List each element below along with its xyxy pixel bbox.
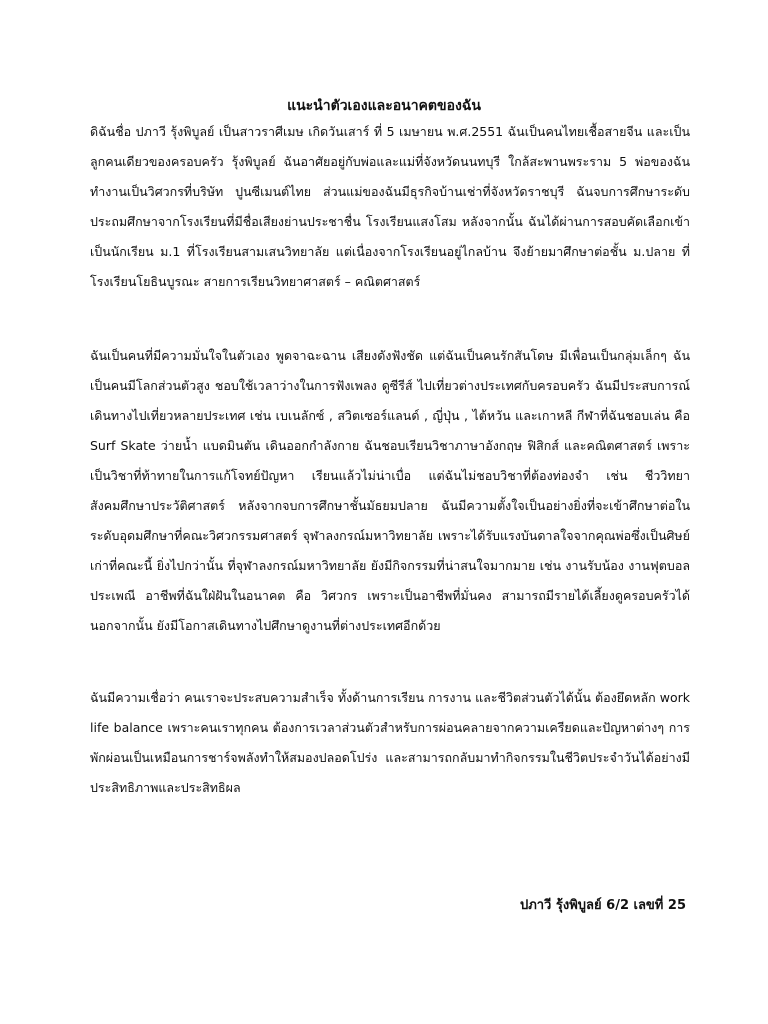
paragraph-personality: ฉันเป็นคนที่มีความมั่นใจในตัวเอง พูดจาฉะฉาน เสียงดังฟังชัด แต่ฉันเป็นคนรักสันโดษ มีเพื่อนเป็นกลุ่มเล็กๆ ฉันเป็นคนมีโลกส่วนตัวสูง ชอบใช้เวลาว่างในการฟังเพลง ดูซีรีส์ ไปเที่ยวต่างประเทศกับครอบครัว ฉันมีประสบการณ์เดินทางไปเที่ยวหลายประเทศ เช่น เบเนลักซ์ , สวิตเซอร์แลนด์ , ญี่ปุ่น , ไต้หวัน และเกาหลี กีฬาที่ฉันชอบเล่น คือ Surf Skate ว่ายน้ำ แบดมินตัน เดินออกกำลังกาย ฉันชอบเรียนวิชาภาษาอังกฤษ ฟิสิกส์ และคณิตศาสตร์ เพราะเป็นวิชาที่ท้าทายในการแก้โจทย์ปัญหา เรียนแล้วไม่น่าเบื่อ แต่ฉันไม่ชอบวิชาที่ต้องท่องจำ เช่น ชีววิทยา สังคมศึกษาประวัติศาสตร์ หลังจากจบการศึกษาชั้นมัธยมปลาย ฉันมีความตั้งใจเป็นอย่างยิ่งที่จะเข้าศึกษาต่อในระดับอุดมศึกษาที่คณะวิศวกรรมศาสตร์ จุฬาลงกรณ์มหาวิทยาลัย เพราะได้รับแรงบันดาลใจจากคุณพ่อซึ่งเป็นศิษย์เก่าที่คณะนี้ ยิ่งไปกว่านั้น ที่จุฬาลงกรณ์มหาวิทยาลัย ยังมีกิจกรรมที่น่าสนใจมากมาย เช่น งานรับน้อง งานฟุตบอลประเพณี อาชีพที่ฉันใฝ่ฝันในอนาคต คือ วิศวกร เพราะเป็นอาชีพที่มั่นคง สามารถมีรายได้เลี้ยงดูครอบครัวได้ นอกจากนั้น ยังมีโอกาสเดินทางไปศึกษาดูงานที่ต่างประเทศอีกด้วย — [90, 348, 690, 633]
paragraph-beliefs: ฉันมีความเชื่อว่า คนเราจะประสบความสำเร็จ ทั้งด้านการเรียน การงาน และชีวิตส่วนตัวได้นั้น ต้องยึดหลัก work life balance เพราะคนเราทุกคน ต้องการเวลาส่วนตัวสำหรับการผ่อนคลายจากความเครียดและปัญหาต่างๆ การพักผ่อนเป็นเหมือนการชาร์จพลังทำให้สมองปลอดโปร่ง และสามารถกลับมาทำกิจกรรมในชีวิตประจำวันได้อย่างมีประสิทธิภาพและประสิทธิผล — [90, 690, 690, 795]
document-title: แนะนำตัวเองและอนาคตของฉัน — [287, 98, 481, 114]
paragraph-introduction: ดิฉันชื่อ ปภาวี รุ้งพิบูลย์ เป็นสาวราศีเมษ เกิดวันเสาร์ ที่ 5 เมษายน พ.ศ.2551 ฉันเป็นคนไทยเชื้อสายจีน และเป็นลูกคนเดียวของครอบครัว รุ้งพิบูลย์ ฉันอาศัยอยู่กับพ่อและแม่ที่จังหวัดนนทบุรี ใกล้สะพานพระราม 5 พ่อของฉันทำงานเป็นวิศวกรที่บริษัท ปูนซีเมนต์ไทย ส่วนแม่ของฉันมีธุรกิจบ้านเช่าที่จังหวัดราชบุรี ฉันจบการศึกษาระดับประถมศึกษาจากโรงเรียนที่มีชื่อเสียงย่านประชาชื่น โรงเรียนแสงโสม หลังจากนั้น ฉันได้ผ่านการสอบคัดเลือกเข้าเป็นนักเรียน ม.1 ที่โรงเรียนสามเสนวิทยาลัย แต่เนื่องจากโรงเรียนอยู่ไกลบ้าน จึงย้ายมาศึกษาต่อชั้น ม.ปลาย ที่ โรงเรียนโยธินบูรณะ สายการเรียนวิทยาศาสตร์ – คณิตศาสตร์ — [90, 124, 690, 289]
author-signature: ปภาวี รุ้งพิบูลย์ 6/2 เลขที่ 25 — [519, 898, 686, 913]
